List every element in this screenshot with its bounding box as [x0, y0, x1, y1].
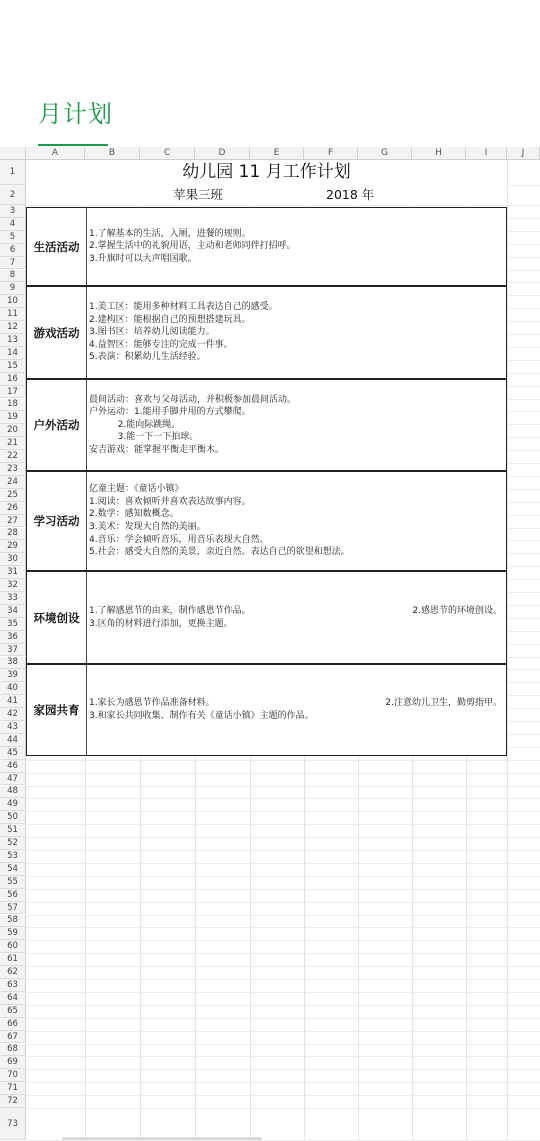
- row-header[interactable]: 47: [0, 773, 26, 786]
- row-header[interactable]: 73: [0, 1108, 26, 1140]
- row-header[interactable]: 6: [0, 244, 26, 257]
- column-header[interactable]: A: [26, 147, 85, 160]
- row-header[interactable]: 25: [0, 489, 26, 502]
- row-gridline: [26, 760, 540, 761]
- row-header[interactable]: 67: [0, 1031, 26, 1044]
- row-header[interactable]: 64: [0, 992, 26, 1005]
- section-content: [89, 572, 502, 663]
- row-header[interactable]: 17: [0, 386, 26, 399]
- row-gridline: [26, 966, 540, 967]
- row-gridline: [26, 889, 540, 890]
- row-header[interactable]: 8: [0, 270, 26, 283]
- content-line: 1.了解基本的生活，入厕，进餐的规则。: [89, 228, 251, 239]
- section-label: 家园共育: [27, 665, 87, 755]
- row-header[interactable]: 4: [0, 218, 26, 231]
- section-content: [89, 665, 502, 755]
- section-label: 生活活动: [27, 208, 87, 285]
- row-header[interactable]: 34: [0, 605, 26, 618]
- row-header[interactable]: 21: [0, 437, 26, 450]
- row-header[interactable]: 44: [0, 734, 26, 747]
- row-header[interactable]: 71: [0, 1082, 26, 1095]
- row-header[interactable]: 32: [0, 579, 26, 592]
- row-header[interactable]: 2: [0, 185, 26, 205]
- row-gridline: [26, 1044, 540, 1045]
- content-line: 1.了解感恩节的由来，制作感恩节作品。: [89, 605, 251, 616]
- row-header[interactable]: 60: [0, 940, 26, 953]
- content-line: 晨间活动：喜欢与父母活动，并积极参加晨间活动。: [89, 394, 297, 405]
- row-header[interactable]: 24: [0, 476, 26, 489]
- section-learning[interactable]: [26, 471, 507, 571]
- content-line: 亿童主题：《童话小镇》: [89, 484, 184, 495]
- row-header[interactable]: 56: [0, 889, 26, 902]
- section-label: 游戏活动: [27, 287, 87, 378]
- row-gridline: [26, 850, 540, 851]
- row-header[interactable]: 5: [0, 231, 26, 244]
- row-header[interactable]: 62: [0, 966, 26, 979]
- row-header[interactable]: 43: [0, 721, 26, 734]
- column-header[interactable]: E: [250, 147, 304, 160]
- column-header[interactable]: J: [507, 147, 540, 160]
- section-environment[interactable]: [26, 571, 507, 664]
- content-line: 2.掌握生活中的礼貌用语，主动和老师同伴打招呼。: [89, 241, 296, 252]
- row-gridline: [26, 953, 540, 954]
- sheet-subtitle-row[interactable]: [26, 185, 507, 205]
- row-header[interactable]: 20: [0, 424, 26, 437]
- content-line: 2.数学：感知数概念。: [89, 509, 179, 520]
- content-row: [89, 605, 502, 618]
- row-header[interactable]: 30: [0, 553, 26, 566]
- row-header[interactable]: 16: [0, 373, 26, 386]
- row-gridline: [26, 824, 540, 825]
- section-content: [89, 208, 502, 285]
- content-line: 4.音乐：学会倾听音乐，用音乐表现大自然。: [89, 534, 269, 545]
- row-header[interactable]: 1: [0, 160, 26, 185]
- section-content: [89, 380, 502, 470]
- row-header[interactable]: 10: [0, 295, 26, 308]
- row-header[interactable]: 35: [0, 618, 26, 631]
- column-header[interactable]: I: [466, 147, 507, 160]
- row-header[interactable]: 48: [0, 786, 26, 799]
- content-row: [89, 697, 502, 710]
- section-home-school[interactable]: [26, 664, 507, 756]
- row-header[interactable]: 26: [0, 502, 26, 515]
- content-line: 2.注意幼儿卫生，勤剪指甲。: [385, 698, 502, 709]
- section-label: 学习活动: [27, 472, 87, 570]
- row-header[interactable]: 52: [0, 837, 26, 850]
- sheet-title[interactable]: 幼儿园 11 月工作计划: [26, 160, 507, 185]
- content-line: 3.升旗时可以大声唱国歌。: [89, 253, 197, 264]
- row-gridline: [26, 837, 540, 838]
- row-header[interactable]: 51: [0, 824, 26, 837]
- content-line: 2.建构区：能根据自己的预想搭建玩具。: [89, 314, 251, 325]
- content-line: 3.区角的材料进行添加，更换主题。: [89, 618, 233, 629]
- content-line: 2.能向际跳绳。: [89, 419, 181, 430]
- row-gridline: [26, 205, 540, 206]
- content-line: 1.美工区：能用多种材料工具表达自己的感受。: [89, 302, 278, 313]
- row-header[interactable]: 28: [0, 528, 26, 541]
- column-header[interactable]: B: [85, 147, 140, 160]
- content-line: 1.家长为感恩节作品准备材料。: [89, 698, 215, 709]
- select-all-corner[interactable]: [0, 147, 26, 160]
- row-gridline: [26, 915, 540, 916]
- section-outdoor[interactable]: [26, 379, 507, 471]
- row-gridline: [26, 1056, 540, 1057]
- row-header[interactable]: 54: [0, 863, 26, 876]
- row-gridline: [26, 1069, 540, 1070]
- class-name: 苹果三班: [173, 187, 224, 202]
- row-gridline: [26, 927, 540, 928]
- content-line: 2.感恩节的环境创设。: [412, 605, 502, 616]
- row-gridline: [26, 1095, 540, 1096]
- row-header[interactable]: 23: [0, 463, 26, 476]
- row-gridline: [26, 773, 540, 774]
- row-header[interactable]: 14: [0, 347, 26, 360]
- row-header[interactable]: 50: [0, 811, 26, 824]
- content-line: 5.社会：感受大自然的美景，亲近自然。表达自己的欲望和想法。: [89, 547, 350, 558]
- row-header[interactable]: 42: [0, 708, 26, 721]
- row-gridline: [26, 940, 540, 941]
- column-gridline: [507, 160, 508, 1140]
- row-header[interactable]: 18: [0, 399, 26, 412]
- row-header[interactable]: 19: [0, 411, 26, 424]
- row-header[interactable]: 12: [0, 321, 26, 334]
- content-line: 安吉游戏：能掌握平衡走平衡木。: [89, 444, 225, 455]
- row-header[interactable]: 68: [0, 1044, 26, 1057]
- row-gridline: [26, 979, 540, 980]
- column-header[interactable]: F: [304, 147, 358, 160]
- row-gridline: [26, 902, 540, 903]
- row-gridline: [26, 863, 540, 864]
- section-label: 户外活动: [27, 380, 87, 470]
- section-games[interactable]: [26, 286, 507, 379]
- section-content: [89, 472, 502, 570]
- app-title: 月计划: [38, 100, 113, 128]
- content-line: 5.表演：积累幼儿生活经验。: [89, 352, 206, 363]
- column-header[interactable]: H: [412, 147, 466, 160]
- row-header[interactable]: 33: [0, 592, 26, 605]
- row-header[interactable]: 27: [0, 515, 26, 528]
- row-header[interactable]: 57: [0, 902, 26, 915]
- row-header[interactable]: 3: [0, 205, 26, 218]
- row-header[interactable]: 7: [0, 257, 26, 270]
- content-line: 4.益智区：能够专注的完成一件事。: [89, 339, 233, 350]
- content-line: 户外运动：1.能用手脚并用的方式攀爬。: [89, 407, 251, 418]
- row-gridline: [26, 1108, 540, 1109]
- row-header[interactable]: 46: [0, 760, 26, 773]
- row-header[interactable]: 11: [0, 308, 26, 321]
- column-header[interactable]: G: [358, 147, 412, 160]
- row-header[interactable]: 40: [0, 682, 26, 695]
- row-header[interactable]: 37: [0, 644, 26, 657]
- content-line: 3.和家长共同收集、制作有关《童话小镇》主题的作品。: [89, 711, 314, 721]
- section-content: [89, 287, 502, 378]
- section-life[interactable]: [26, 207, 507, 286]
- row-header[interactable]: 9: [0, 282, 26, 295]
- row-header[interactable]: 69: [0, 1056, 26, 1069]
- row-header[interactable]: 15: [0, 360, 26, 373]
- column-header[interactable]: D: [195, 147, 250, 160]
- row-header[interactable]: 31: [0, 566, 26, 579]
- row-gridline: [26, 811, 540, 812]
- row-header[interactable]: 41: [0, 695, 26, 708]
- row-header[interactable]: 59: [0, 927, 26, 940]
- row-header[interactable]: 29: [0, 540, 26, 553]
- content-line: 3.美术：发现大自然的美丽。: [89, 522, 206, 532]
- row-gridline: [26, 1018, 540, 1019]
- row-header[interactable]: 39: [0, 669, 26, 682]
- row-gridline: [26, 876, 540, 877]
- row-header[interactable]: 61: [0, 953, 26, 966]
- content-line: 3.能一下一下拍球。: [89, 432, 199, 443]
- row-gridline: [26, 1005, 540, 1006]
- row-header[interactable]: 55: [0, 876, 26, 889]
- row-header[interactable]: 22: [0, 450, 26, 463]
- row-header[interactable]: 65: [0, 1005, 26, 1018]
- row-header[interactable]: 63: [0, 979, 26, 992]
- row-header[interactable]: 38: [0, 657, 26, 670]
- row-header[interactable]: 49: [0, 798, 26, 811]
- row-gridline: [26, 992, 540, 993]
- row-gridline: [26, 1031, 540, 1032]
- row-gridline: [26, 1082, 540, 1083]
- column-header[interactable]: C: [140, 147, 195, 160]
- row-gridline: [26, 786, 540, 787]
- row-header[interactable]: 72: [0, 1095, 26, 1108]
- row-header[interactable]: 45: [0, 747, 26, 760]
- active-tab-indicator: [38, 144, 108, 146]
- section-label: 环境创设: [27, 572, 87, 663]
- row-header[interactable]: 66: [0, 1018, 26, 1031]
- row-header[interactable]: 36: [0, 631, 26, 644]
- row-header[interactable]: 70: [0, 1069, 26, 1082]
- year: 2018 年: [326, 187, 375, 202]
- row-gridline: [26, 798, 540, 799]
- row-header[interactable]: 53: [0, 850, 26, 863]
- content-line: 3.图书区：培养幼儿阅读能力。: [89, 327, 215, 338]
- row-header[interactable]: 58: [0, 915, 26, 928]
- content-line: 1.阅读：喜欢倾听并喜欢表达故事内容。: [89, 496, 251, 507]
- row-header[interactable]: 13: [0, 334, 26, 347]
